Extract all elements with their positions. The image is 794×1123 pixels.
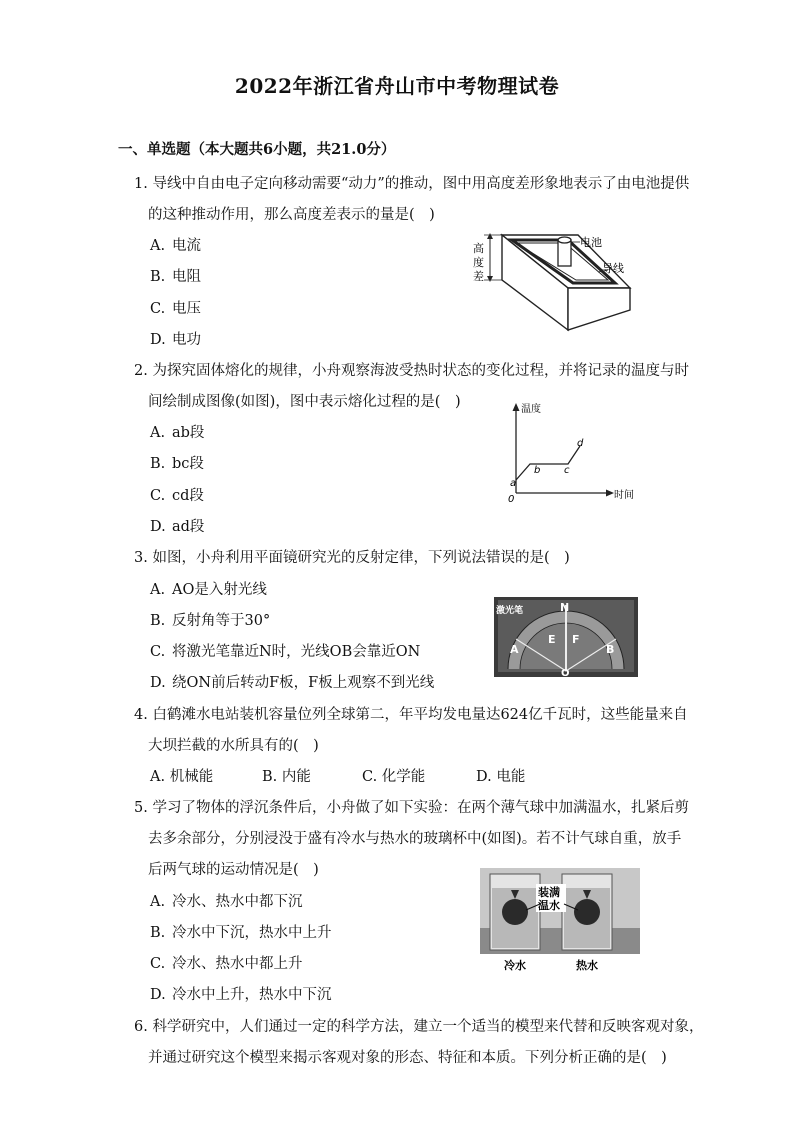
origin-label: 0 [508,494,515,505]
question-1-option-b[interactable]: B. 电阻 [150,269,201,285]
y-axis-label: 温度 [521,404,541,415]
question-1-option-d[interactable]: D. 电功 [150,332,201,348]
point-a-label: a [510,478,517,489]
question-4-line-1: 4. 白鹤滩水电站装机容量位列全球第二，年平均发电量达624亿千瓦时，这些能量来自 [134,707,688,723]
label-e: E [548,633,556,646]
balloons-in-cups-photo [480,868,640,973]
balloon-label-line-1: 装满 [538,886,560,899]
question-5-line-1: 5. 学习了物体的浮沉条件后，小舟做了如下实验：在两个薄气球中加满温水，扎紧后剪 [134,800,689,816]
question-5-line-2: 去多余部分，分别浸没于盛有冷水与热水的玻璃杯中(如图)。若不计气球自重，放手 [148,831,682,847]
height-label-char-1: 高 [473,242,484,255]
question-1-line-1: 1. 导线中自由电子定向移动需要“动力”的推动，图中用高度差形象地表示了由电池提供 [134,176,690,192]
question-1-line-2: 的这种推动作用，那么高度差表示的量是( ) [148,207,435,223]
circuit-height-model-figure [470,220,640,335]
height-label-char-3: 差 [473,270,484,283]
question-4-option-c[interactable]: C. 化学能 [362,769,426,785]
label-b: B [606,643,615,656]
question-3-option-a[interactable]: A. AO是入射光线 [150,582,267,598]
question-4-option-a[interactable]: A. 机械能 [150,769,214,785]
laser-pen-label: 激光笔 [496,606,524,616]
question-2-line-2: 间绘制成图像(如图)，图中表示熔化过程的是( ) [148,394,461,410]
question-5-option-a[interactable]: A. 冷水、热水中都下沉 [150,894,303,910]
reflection-board-photo [494,597,638,677]
label-n: N [560,601,570,614]
question-2-option-c[interactable]: C. cd段 [150,488,204,504]
question-3-option-b[interactable]: B. 反射角等于30° [150,613,271,629]
question-4-option-d[interactable]: D. 电能 [476,769,526,785]
temperature-time-graph-figure [500,400,645,505]
hot-water-label: 热水 [576,959,598,972]
question-5-option-c[interactable]: C. 冷水、热水中都上升 [150,956,303,972]
label-a: A [510,643,519,656]
battery-label: 电池 [580,236,602,249]
question-1-option-c[interactable]: C. 电压 [150,301,201,317]
question-3-option-c[interactable]: C. 将激光笔靠近N时，光线OB会靠近ON [150,644,421,660]
point-d-label: d [577,438,584,449]
section-heading: 一、单选题（本大题共6小题，共21.0分） [118,141,396,158]
point-b-label: b [534,465,541,476]
balloon-label-line-2: 温水 [538,899,560,912]
question-2-option-d[interactable]: D. ad段 [150,519,205,535]
page-title: 2022年浙江省舟山市中考物理试卷 [234,74,560,98]
question-4-line-2: 大坝拦截的水所具有的( ) [148,738,319,754]
point-c-label: c [564,465,570,476]
question-2-option-b[interactable]: B. bc段 [150,456,204,472]
question-1-option-a[interactable]: A. 电流 [150,238,201,254]
wire-label: 导线 [602,262,624,275]
cold-water-label: 冷水 [504,959,526,972]
question-5-option-d[interactable]: D. 冷水中上升，热水中下沉 [150,987,332,1003]
question-2-line-1: 2. 为探究固体熔化的规律，小舟观察海波受热时状态的变化过程，并将记录的温度与时 [134,363,689,379]
question-6-line-2: 并通过研究这个模型来揭示客观对象的形态、特征和本质。下列分析正确的是( ) [148,1050,667,1066]
label-f: F [572,633,580,646]
question-5-line-3: 后两气球的运动情况是( ) [148,862,319,878]
question-2-option-a[interactable]: A. ab段 [150,425,205,441]
question-5-option-b[interactable]: B. 冷水中下沉，热水中上升 [150,925,332,941]
height-label-char-2: 度 [473,256,484,269]
x-axis-label: 时间 [614,490,634,501]
question-3-option-d[interactable]: D. 绕ON前后转动F板，F板上观察不到光线 [150,675,435,691]
question-4-options [150,765,550,785]
question-6-line-1: 6. 科学研究中，人们通过一定的科学方法，建立一个适当的模型来代替和反映客观对象， [134,1019,704,1035]
question-4-option-b[interactable]: B. 内能 [262,769,311,785]
question-3-line-1: 3. 如图，小舟利用平面镜研究光的反射定律，下列说法错误的是( ) [134,550,570,566]
label-o: O [561,668,570,677]
